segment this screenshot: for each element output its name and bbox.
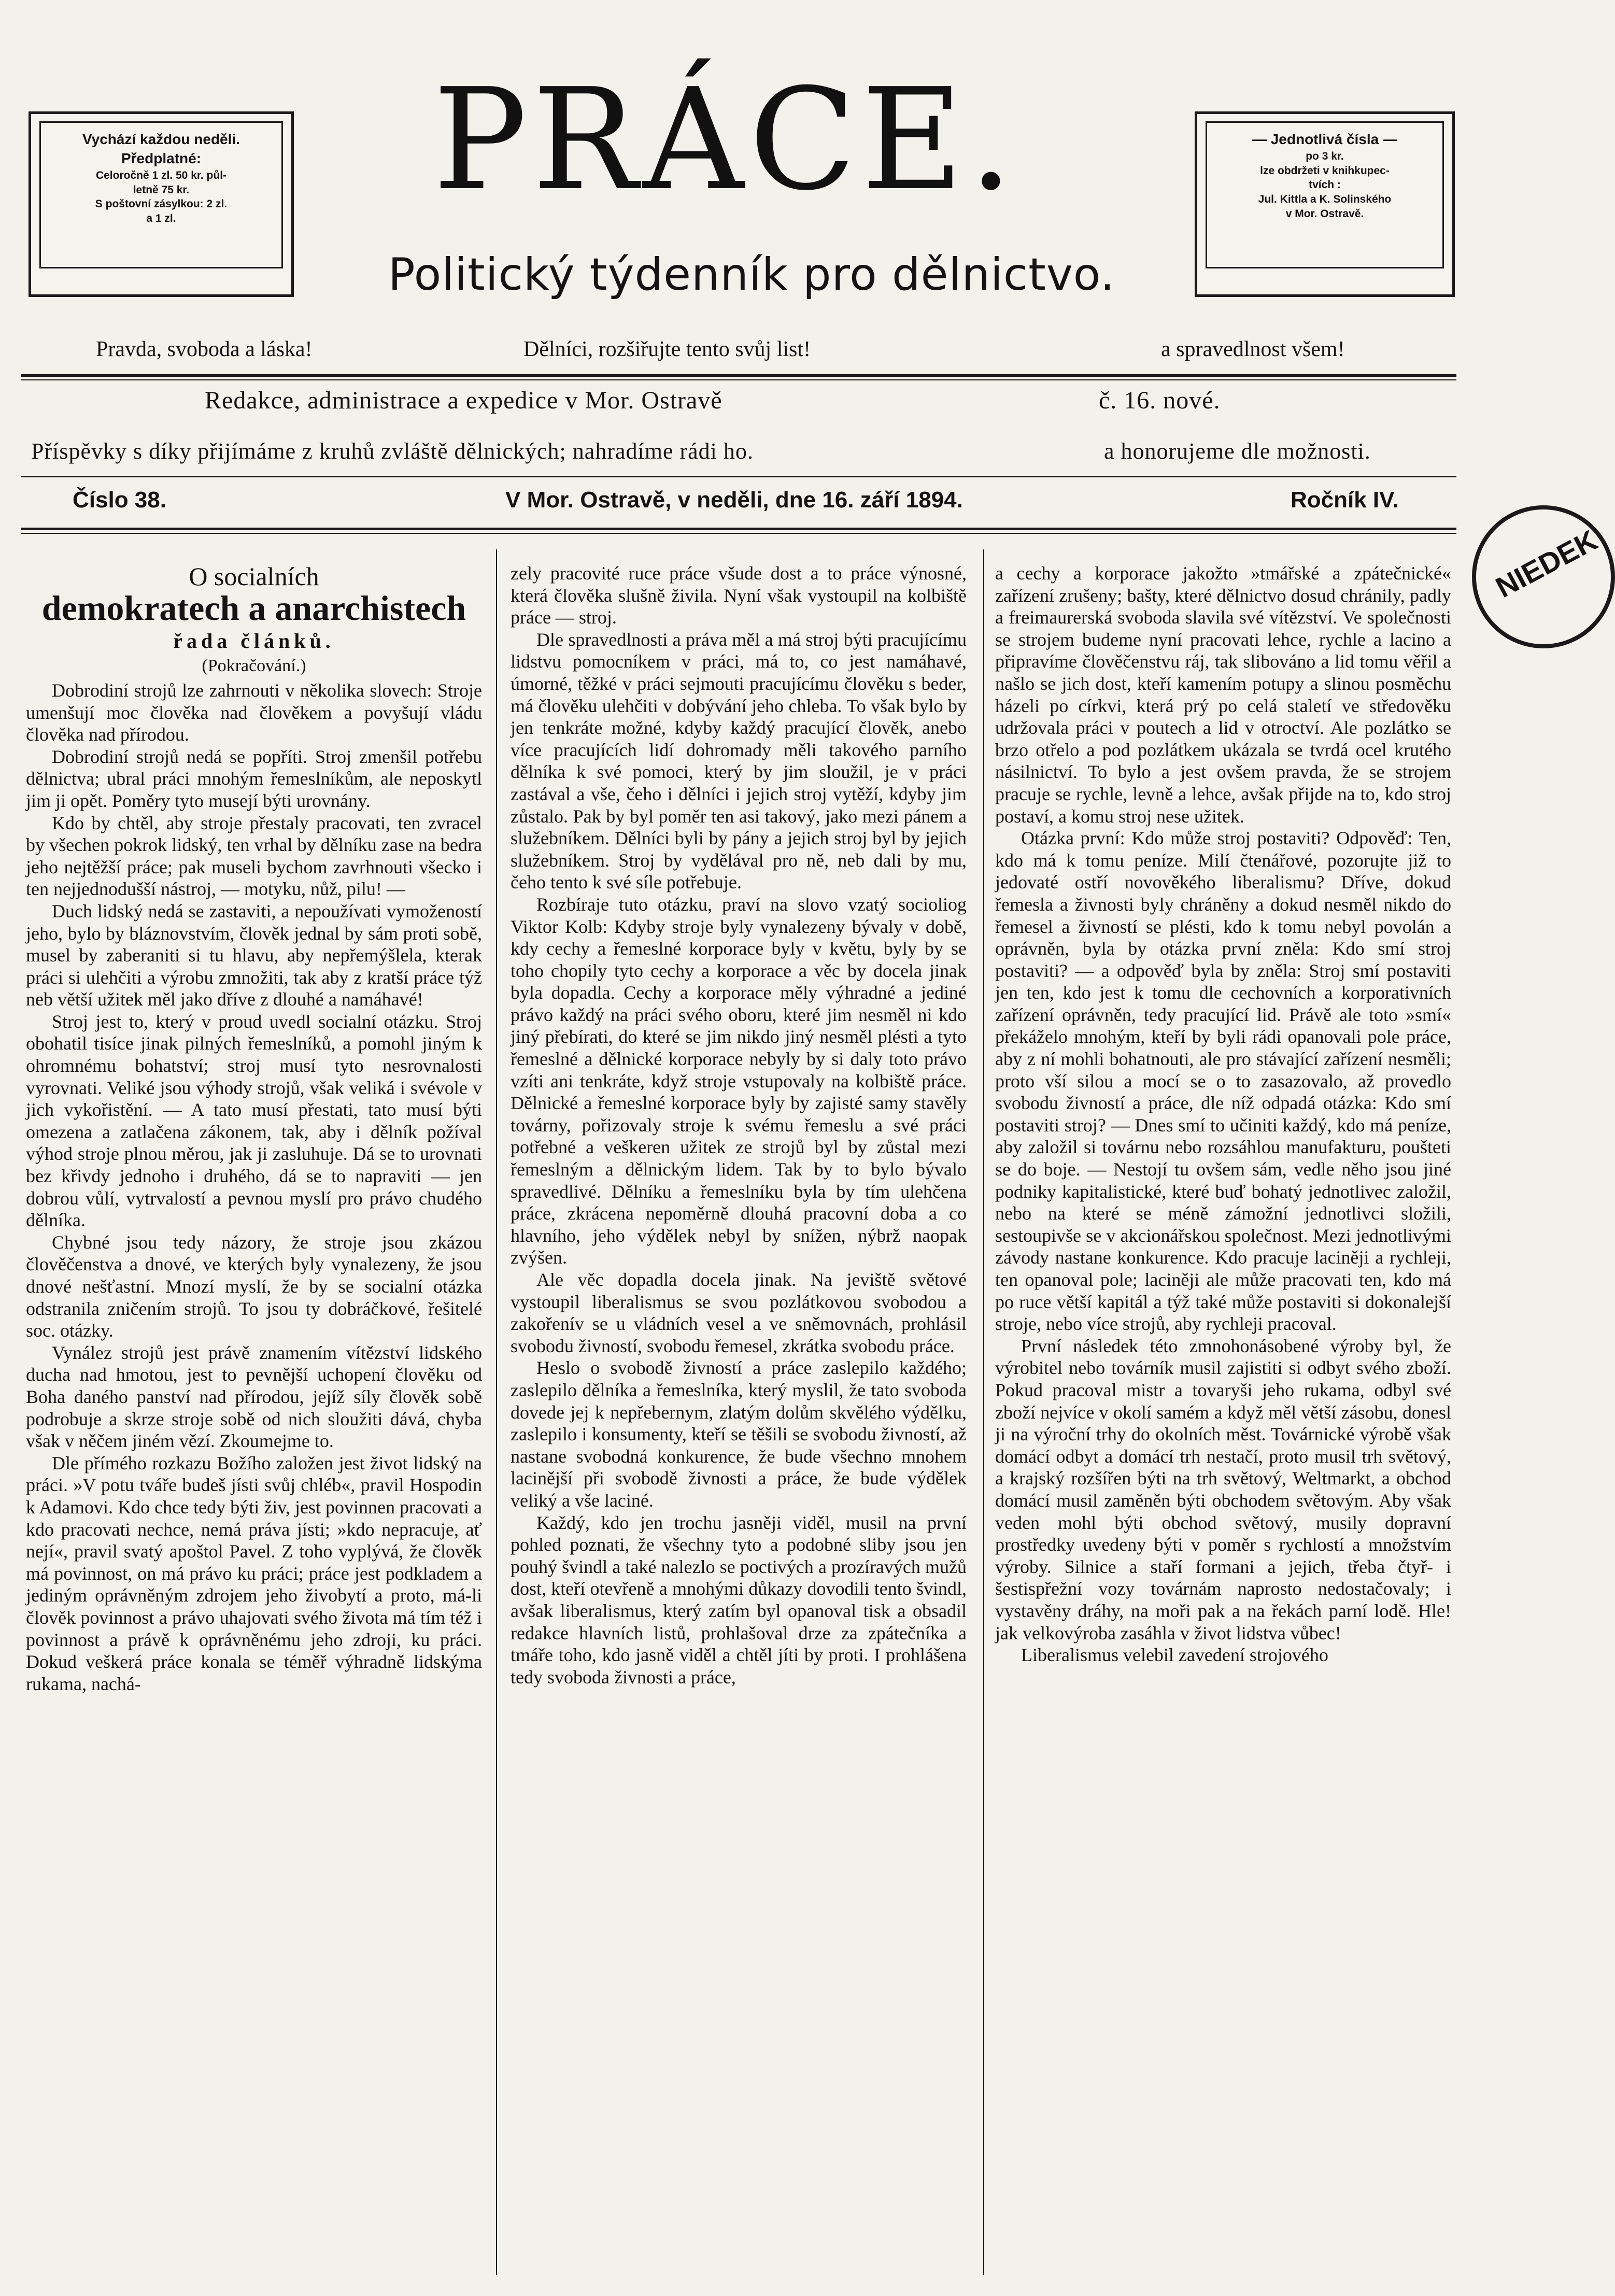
box-line: v Mor. Ostravě. xyxy=(1285,207,1364,220)
stamp-text: NIEDEK xyxy=(1490,523,1603,604)
motto-right: a spravedlnost všem! xyxy=(1161,337,1345,361)
article-title-line2: demokratech a anarchistech xyxy=(41,588,466,628)
issue-number: Číslo 38. xyxy=(73,487,166,513)
box-line: Vychází každou neděli. xyxy=(82,131,240,147)
paragraph: Dle spravedlnosti a práva měl a má stroj býti pracujícímu lidstvu pomocníkem v práci, má to, co jest namáhavé, úmorné, těžké v práci sejmouti pracujícímu člověku s beder, má člověku ulehčiti v dobývání jeho chleba. To však bylo by jen tenkráte možné, kdyby každý pracující člověk, anebo více pracujících lidí dohromady měli takového parního dělníka k své pomoci, který by jim sloužil, je v práci zastával a vše, čeho i dělníci i jejich stroj vytěží, kdyby jim zůstalo. Pak by byl poměr ten asi takový, jako mezi pánem a služebníkem. Dělníci byli by pány a jejich stroj byl by jejich služebníkem. Stroj by vydělával pro ně, neb dali by mu, čeho tento k své síle potřebuje. xyxy=(511,629,967,893)
article-continued: (Pokračování.) xyxy=(202,656,306,676)
paragraph: Dobrodiní strojů lze zahrnouti v několika slovech: Stroje umenšují moc člověka nad člověkem a povyšují vládu člověka nad přírodou. xyxy=(26,679,482,745)
contributions-line: Příspěvky s díky přijímáme z kruhů zvláště dělnických; nahradíme rádi ho. xyxy=(31,438,754,464)
box-line: Celoročně 1 zl. 50 kr. půl- xyxy=(95,169,227,181)
article-title-line1: O socialních xyxy=(189,562,319,591)
rule xyxy=(21,476,1456,477)
motto-left: Pravda, svoboda a láska! xyxy=(96,337,313,361)
paragraph: a cechy a korporace jakožto »tmářské a zpátečnické« zařízení zrušeny; bašty, které dělnictvo dosud chránily, padly a freimaurerská svoboda slavila své vítězství. Ve společnosti se strojem budeme nyní pracovati lehce, rychle a lacino a připravíme člověčenstvu ráj, tak slibováno a lid tomu věřil a našlo se jich dost, kteří kamením potupy a slinou posměchu házeli po církvi, která prý po celá staletí ve středověku udržovala práci v poutech a lid v otroctví. Ale pozlátko se brzo otřelo a pod pozlátkem ukázala se tvrdá ocel krutého násilnictví. To bylo a jest ovšem pravda, že se strojem pracuje se rychle, levně a lehce, avšak přijde na to, kdo stroj postaví, a komu stroj nese užitek. xyxy=(995,563,1451,827)
newspaper-title: PRÁCE. xyxy=(433,58,1018,221)
column-3 xyxy=(995,562,1451,1666)
column-divider xyxy=(983,549,984,2275)
box-line: Jul. Kittla a K. Solinského xyxy=(1258,193,1392,206)
column-2 xyxy=(511,562,967,1688)
box-line: lze obdržeti v knihkupec- xyxy=(1260,164,1390,177)
paragraph: Rozbíraje tuto otázku, praví na slovo vzatý socioliog Viktor Kolb: Kdyby stroje byly vynalezeny bývaly v době, kdy cechy a řemeslné korporace byly v květu, byly by se toho chopily tyto cechy a korporace a věc by docela jinak byla dopadla. Cechy a korporace měly výhradné a jediné právo každý na práci svého oboru, které jim nesměl ni kdo jiný přebírati, do které se jim nikdo jiný nesměl plésti a tyto řemeslné a dělnické korporace nebyly by si daly toto právo vzíti ani tenkráte, když stroje vstupovaly na kolbiště práce. Dělnické a řemeslné korporace byly by zajisté samy stavěly továrny, pořizovaly stroje k svému řemeslu a své práci potřebné a veškeren užitek ze strojů byl by zůstal mezi řemeslným a dělnickým lidem. Tak by to bylo bývalo spravedlivé. Dělníku a řemeslníku byla by tím ulehčena práce, zkrácena nepoměrně dlouhá pracovní doba a co hlavního, jeho výdělek nebyl by snížen, nýbrž naopak zvýšen. xyxy=(511,894,967,1268)
paragraph: Stroj jest to, který v proud uvedl socialní otázku. Stroj obohatil tisíce jinak pilných řemeslníků, a pomohl jiným k ohromnému bohatství; stroj musí tyto nesrovnalosti vyrovnati. Veliké jsou výhody strojů, však veliká i svévole v jich vykořistění. — A tato musí přestati, tato musí býti omezena a zatlačena zákonem, tak, aby i dělník požíval výhod stroje plnou měrou, jak ji zasluhuje. Dá se to urovnati bez křivdy jednoho i druhého, dá se to napraviti — jen dobrou vůlí, vytrvalostí a pevnou myslí pro právo chudého dělníka. xyxy=(26,1011,482,1231)
rule xyxy=(21,379,1456,380)
paragraph: Heslo o svobodě živností a práce zaslepilo každého; zaslepilo dělníka a řemeslníka, který myslil, že tato svoboda dovede jej k nepřebernym, zlatým dolům skvělého výdělku, zaslepilo i konsumenty, kteří se těšili se svobodu živností, až nastane svobodná konkurence, že bude všechno mnohem lacinější při svobodě živnosti a práce, že bude výdělek veliký a vše laciné. xyxy=(511,1357,967,1511)
paragraph: Chybné jsou tedy názory, že stroje jsou zkázou člověčenstva a dnové, ve kterých byly vynalezeny, že jsou dnové nešťastní. Mnozí myslí, že by se socialní otázka odstranila zničením strojů. To jsou ty dobráčkové, řešitelé soc. otázky. xyxy=(26,1231,482,1341)
paragraph: Liberalismus velebil zavedení strojového xyxy=(1021,1645,1328,1666)
newspaper-subtitle: Politický týdenník pro dělnictvo. xyxy=(388,249,1115,301)
box-line: letně 75 kr. xyxy=(133,183,190,196)
paragraph: První následek této zmnohonásobené výroby byl, že výrobitel nebo továrník musil zajistiti si odbyt svého zboží. Pokud pracoval mistr a tovaryši jeho rukama, odbyl své zboží nejvíce v okolí samém a když měl větší zásobu, donesl ji na výroční trhy do okolních měst. Továrnické výrobě však domácí odbyt a domácí trh nestačí, proto musil trh světový, a krajský rozšířen býti na trh světový, Weltmarkt, a obchod domácí musil zaměněn býti obchodem světovým. Aby však veden mohl býti obchod světový, musily dopravní prostředky uvedeny býti v poměr s rychlostí a množstvím výroby. Silnice a staří formani a jejich, třeba čtyř- i šestispřežní vozy továrnám naprosto nedostačovaly; i vystavěny dráhy, na moři pak a na řekách parní lodě. Hle! jak velkovýroba zasáhla v život lidstva vůbec! xyxy=(995,1335,1451,1643)
single-copies-box xyxy=(1195,111,1455,297)
article-series: řada článků. xyxy=(173,629,335,653)
paragraph: Kdo by chtěl, aby stroje přestaly pracovati, ten zvracel by všechen pokrok lidský, ten vrhal by dělníku zase na bedra jeho nejtěžší práce; pak museli bychom zavrhnouti všecko i ten nejjednodušší nástroj, — motyku, nůž, pilu! — xyxy=(26,812,482,900)
paragraph: Dobrodiní strojů nedá se popříti. Stroj zmenšil potřebu dělnictva; ubral práci mnohým řemeslníkům, ale neposkytl jim ji opět. Poměry tyto musejí býti urovnány. xyxy=(26,746,482,811)
paragraph: Otázka první: Kdo může stroj postaviti? Odpověď: Ten, kdo má k tomu peníze. Milí čtenářové, pozorujte již to jedovaté ostří novověkého liberalismu? Dříve, dokud řemesla a živnosti byly chráněny a dokud nesměl nikdo do řemesel a živností se plésti, kdo k tomu nebyl povolán a oprávněn, byla by otázka první zněla: Kdo smí stroj postaviti? — a odpověď byla by zněla: Stroj smí postaviti jen ten, kdo jest k tomu dle cechovních a korporativních zařízení oprávněn, tedy pracující lid. Právě ale toto »smí« překáželo mnohým, kteří by byli rádi opanovali pole práce, aby z ní mohli bohatnouti, ale pro stávající zařízení nesměli; proto vší silou a mocí se o to zasazovalo, až provedlo svobodu živností a práce, dle níž odpadá otázka: Kdo smí postaviti stroj? — Dnes smí to učiniti každý, kdo má peníze, aby založil si továrnu nebo rozsáhlou manufakturu, poušteti se do boje. — Nestojí tu ovšem sám, vedle něho jsou jiné podniky kapitalistické, které buď bohatý jednotlivec založil, nebo na které se méně zámožní jednotlivci složili, sestoupivše se v akcionářskou společnost. Mezi jednotlivými závody nastane konkurence. Kdo pracuje laciněji a rychleji, ten opanoval pole; laciněji ale může pracovati ten, kdo má po ruce větší kapitál a týž také může postaviti si dokonalejší stroje, nebo více strojů, aby rychleji pracoval. xyxy=(995,828,1451,1335)
paragraph: zely pracovité ruce práce všude dost a to práce výnosné, která člověka slušně živila. Nyní však vystoupil na kolbiště práce — stroj. xyxy=(511,563,967,628)
volume: Ročník IV. xyxy=(1291,487,1399,513)
paragraph: Ale věc dopadla docela jinak. Na jeviště světové vystoupil liberalismus se svou pozlátkovou svobodou a zakořenív se u vládních vesel a ve sněmovnách, prohlásil svobodu živností, svobodu řemesel, zkrátka svobodu práce. xyxy=(511,1269,967,1356)
box-line: a 1 zl. xyxy=(146,212,176,225)
box-line: tvích : xyxy=(1309,179,1341,191)
paragraph: Duch lidský nedá se zastaviti, a nepoužívati vymožeností jeho, bylo by bláznovstvím, člověk jednal by sám proti sobě, musel by zaberaniti si tu hlavu, aby nepřemýšlela, kterak práci si ulehčiti a výrobu zmnožiti, tak aby z kratší práce týž neb větší užitek měl jako dříve z dlouhé a namáhavé! xyxy=(26,900,482,1010)
address-line: Redakce, administrace a expedice v Mor. Ostravě xyxy=(205,387,722,414)
motto-center: Dělníci, rozšiřujte tento svůj list! xyxy=(523,337,811,361)
box-line: — Jednotlivá čísla — xyxy=(1252,131,1398,147)
address-number: č. 16. nové. xyxy=(1099,387,1221,414)
box-line: Předplatné: xyxy=(121,150,202,166)
rule xyxy=(21,374,1456,377)
rule xyxy=(21,533,1456,534)
paragraph: Vynález strojů jest právě znamením vítězství lidského ducha nad hmotou, jest to pevnější uchopení člověku od Boha daného panství nad přírodou, jejíž síly člověk sobě podrobuje a skrze stroje sobě od nich sloužiti dává, chyba však v něčem jiném vězí. Zkoumejme to. xyxy=(26,1342,482,1452)
subscription-box xyxy=(29,111,294,297)
library-stamp xyxy=(1472,505,1615,648)
column-divider xyxy=(496,549,497,2275)
issue-date: V Mor. Ostravě, v neděli, dne 16. září 1894. xyxy=(505,487,963,513)
box-line: S poštovní zásylkou: 2 zl. xyxy=(95,198,228,210)
paragraph: Dle přímého rozkazu Božího založen jest život lidský na práci. »V potu tváře budeš jísti svůj chléb«, pravil Hospodin k Adamovi. Kdo chce tedy býti živ, jest povinnen pracovati a kdo pracovati nechce, nemá práva jísti; »kdo nepracuje, ať nejí«, pravil svatý apoštol Pavel. Z toho vyplývá, že člověk má povinnost, on má právo ku práci; práce jest podkladem a jediným oprávněným zdrojem jeho živobytí a proto, má-li člověk povinnost a právo uhajovati svého života má tím též i povinnost a právě k oprávněnému jeho zdroji, ku práci. Dokud veškerá práce konala se téměř výhradně lidskýma rukama, nachá- xyxy=(26,1452,482,1694)
rule xyxy=(21,528,1456,530)
box-line: po 3 kr. xyxy=(1306,150,1344,162)
column-1 xyxy=(26,562,482,1695)
paragraph: Každý, kdo jen trochu jasněji viděl, musil na první pohled poznati, že všechny tyto a podobné sliby jsou jen pouhý švindl a také nalezlo se poctivých a prozíravých mužů dost, kteří otevřeně a mnohými důkazy dovodili tento švindl, avšak liberalismus, který zatím byl opanoval tisk a obsadil redakce hlavních listů, prohlašoval drze za zpátečníka a tmáře toho, kdo jasně viděl a chtěl jíti by proti. I prohlášena tedy svoboda živnosti a práce, xyxy=(511,1512,967,1688)
honorarium-line: a honorujeme dle možnosti. xyxy=(1104,438,1371,464)
